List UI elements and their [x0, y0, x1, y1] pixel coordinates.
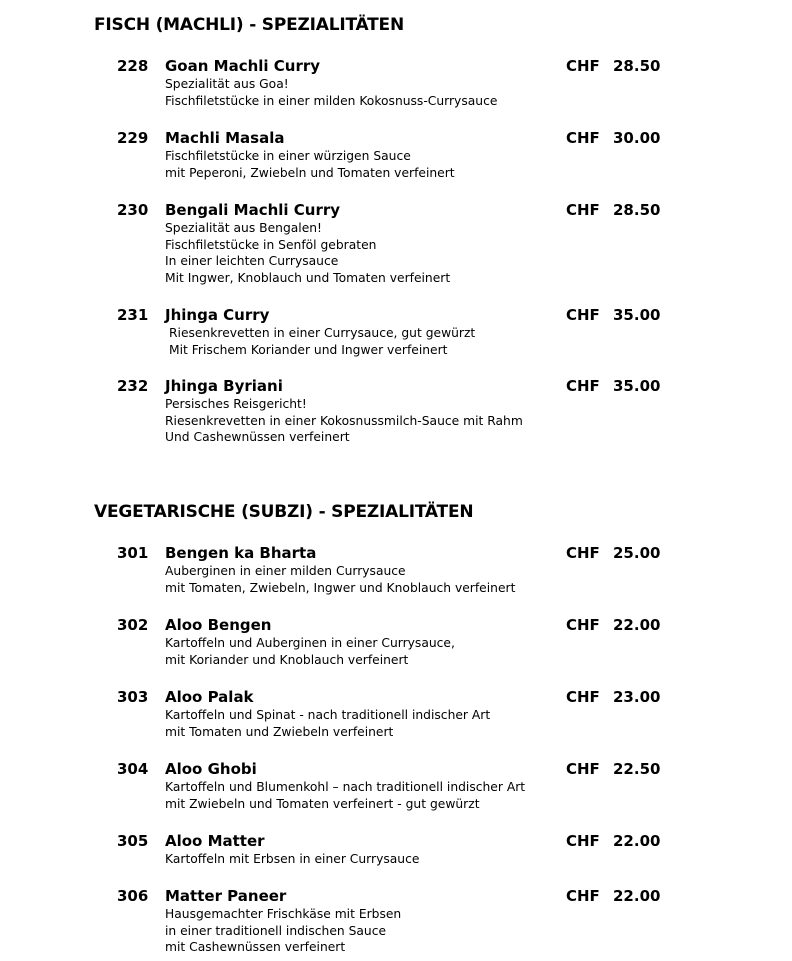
- item-currency: CHF: [566, 57, 600, 75]
- description-line: Persisches Reisgericht!: [165, 397, 307, 411]
- item-number: 306: [117, 887, 149, 905]
- item-price: 35.00: [613, 306, 661, 324]
- description-line: mit Koriander und Knoblauch verfeinert: [165, 652, 409, 667]
- item-description: [165, 779, 525, 812]
- item-price: 23.00: [613, 688, 661, 706]
- item-description: [165, 76, 497, 109]
- item-price: 22.50: [613, 760, 661, 778]
- item-name: Machli Masala: [165, 129, 285, 147]
- section-title-fisch: FISCH (MACHLI) - SPEZIALITÄTEN: [94, 15, 405, 35]
- description-line: mit Peperoni, Zwiebeln und Tomaten verfeinert: [165, 165, 455, 180]
- description-line: Und Cashewnüssen verfeinert: [165, 430, 350, 445]
- section-title-vegetarisch: VEGETARISCHE (SUBZI) - SPEZIALITÄTEN: [94, 502, 474, 522]
- item-number: 229: [117, 129, 149, 147]
- item-price: 22.00: [613, 832, 661, 850]
- description-line: Riesenkrevetten in einer Currysauce, gut gewürzt: [169, 326, 476, 340]
- item-name: Bengen ka Bharta: [165, 544, 317, 562]
- item-name: Aloo Matter: [165, 832, 265, 850]
- item-description: [165, 906, 401, 956]
- description-line: in einer traditionell indischen Sauce: [165, 923, 387, 938]
- item-currency: CHF: [566, 832, 600, 850]
- item-price: 22.00: [613, 616, 661, 634]
- item-number: 303: [117, 688, 149, 706]
- description-line: Mit Frischem Koriander und Ingwer verfeinert: [169, 342, 448, 357]
- item-currency: CHF: [566, 688, 600, 706]
- item-currency: CHF: [566, 760, 600, 778]
- description-line: Fischfiletstücke in Senföl gebraten: [165, 237, 377, 252]
- item-price: 30.00: [613, 129, 661, 147]
- item-number: 302: [117, 616, 149, 634]
- item-name: Aloo Palak: [165, 688, 254, 706]
- item-price: 22.00: [613, 887, 661, 905]
- description-line: Hausgemachter Frischkäse mit Erbsen: [165, 907, 402, 921]
- description-line: In einer leichten Currysauce: [165, 254, 339, 269]
- item-description: [165, 851, 419, 868]
- item-number: 228: [117, 57, 149, 75]
- item-price: 28.50: [613, 201, 661, 219]
- item-name: Goan Machli Curry: [165, 57, 321, 75]
- description-line: Fischfiletstücke in einer milden Kokosnuss-Currysauce: [165, 93, 498, 108]
- item-name: Jhinga Byriani: [165, 377, 283, 395]
- description-line: Kartoffeln und Spinat - nach traditionell indischer Art: [165, 708, 491, 722]
- item-currency: CHF: [566, 129, 600, 147]
- item-currency: CHF: [566, 306, 600, 324]
- item-name: Jhinga Curry: [165, 306, 270, 324]
- description-line: mit Zwiebeln und Tomaten verfeinert - gut gewürzt: [165, 796, 480, 811]
- item-price: 28.50: [613, 57, 661, 75]
- item-currency: CHF: [566, 887, 600, 905]
- description-line: mit Tomaten und Zwiebeln verfeinert: [165, 724, 394, 739]
- item-description: [165, 563, 515, 596]
- description-line: Riesenkrevetten in einer Kokosnussmilch-Sauce mit Rahm: [165, 413, 523, 428]
- item-currency: CHF: [566, 377, 600, 395]
- item-number: 301: [117, 544, 149, 562]
- item-number: 232: [117, 377, 149, 395]
- item-description: [169, 325, 475, 358]
- item-description: [165, 396, 523, 446]
- item-number: 305: [117, 832, 149, 850]
- description-line: mit Cashewnüssen verfeinert: [165, 940, 346, 955]
- item-description: [165, 148, 455, 181]
- description-line: Spezialität aus Goa!: [165, 77, 289, 91]
- item-number: 230: [117, 201, 149, 219]
- description-line: Mit Ingwer, Knoblauch und Tomaten verfeinert: [165, 271, 451, 286]
- item-name: Bengali Machli Curry: [165, 201, 341, 219]
- item-number: 231: [117, 306, 149, 324]
- item-price: 35.00: [613, 377, 661, 395]
- item-description: [165, 707, 490, 740]
- item-description: [165, 220, 450, 287]
- item-description: [165, 635, 455, 668]
- description-line: Kartoffeln und Auberginen in einer Currysauce,: [165, 636, 455, 650]
- description-line: mit Tomaten, Zwiebeln, Ingwer und Knoblauch verfeinert: [165, 580, 516, 595]
- description-line: Kartoffeln und Blumenkohl – nach traditionell indischer Art: [165, 780, 526, 794]
- item-name: Aloo Ghobi: [165, 760, 257, 778]
- description-line: Spezialität aus Bengalen!: [165, 221, 322, 235]
- item-name: Aloo Bengen: [165, 616, 272, 634]
- item-number: 304: [117, 760, 149, 778]
- description-line: Fischfiletstücke in einer würzigen Sauce: [165, 149, 411, 163]
- item-currency: CHF: [566, 201, 600, 219]
- item-price: 25.00: [613, 544, 661, 562]
- description-line: Auberginen in einer milden Currysauce: [165, 564, 406, 578]
- description-line: Kartoffeln mit Erbsen in einer Currysauce: [165, 852, 420, 866]
- item-name: Matter Paneer: [165, 887, 287, 905]
- item-currency: CHF: [566, 544, 600, 562]
- item-currency: CHF: [566, 616, 600, 634]
